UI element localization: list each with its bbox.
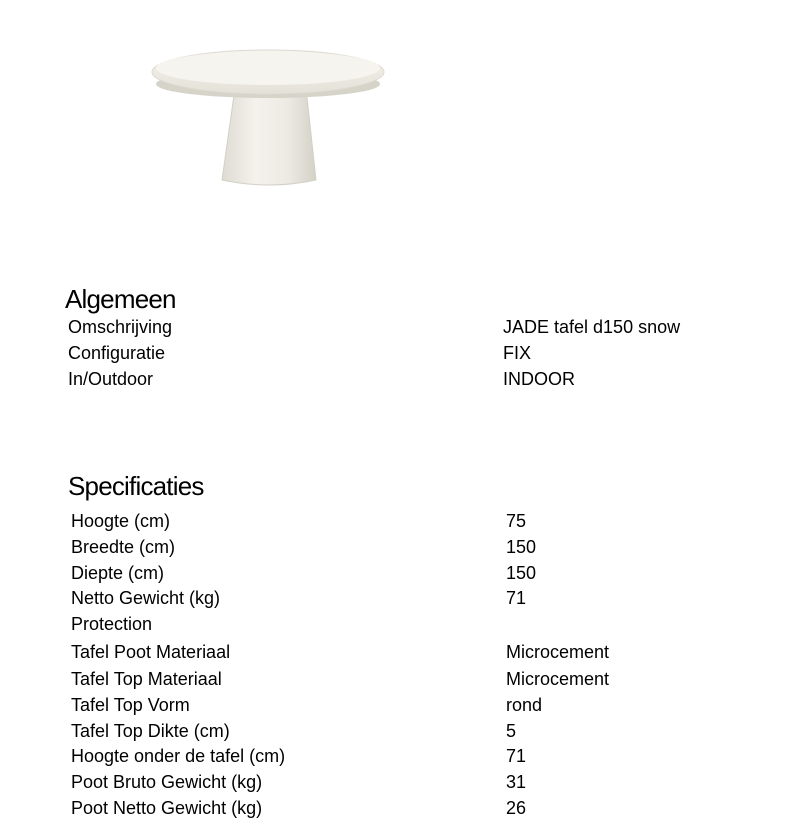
row-value: rond — [506, 694, 543, 715]
table-row — [71, 719, 609, 745]
table-row — [71, 693, 609, 719]
row-label: Omschrijving — [68, 317, 173, 337]
row-value: 5 — [506, 720, 517, 741]
row-label: Tafel Top Vorm — [71, 694, 190, 715]
row-value — [506, 612, 609, 638]
row-label: Hoogte (cm) — [71, 511, 171, 531]
row-value: 26 — [506, 797, 527, 818]
row-value: 71 — [506, 588, 527, 609]
table-row — [71, 561, 609, 587]
row-label: Tafel Top Dikte (cm) — [71, 720, 230, 741]
row-value: 150 — [506, 562, 537, 583]
row-label: Diepte (cm) — [71, 562, 165, 583]
table-row — [71, 612, 609, 638]
table-row — [68, 341, 680, 367]
row-label: Breedte (cm) — [71, 536, 176, 557]
table-row — [71, 796, 609, 822]
row-value: 71 — [506, 746, 527, 767]
general-table — [68, 315, 680, 392]
table-row — [68, 367, 680, 393]
row-value: JADE tafel d150 snow — [503, 317, 681, 337]
table-row — [71, 667, 609, 693]
row-label: In/Outdoor — [68, 368, 154, 389]
section-title-general: Algemeen — [65, 284, 176, 314]
specs-table — [71, 509, 609, 822]
row-label: Tafel Poot Materiaal — [71, 641, 231, 662]
row-label: Poot Netto Gewicht (kg) — [71, 797, 263, 818]
table-row — [71, 535, 609, 561]
row-label: Netto Gewicht (kg) — [71, 588, 221, 609]
table-row — [71, 509, 609, 535]
table-row — [71, 638, 609, 667]
row-label: Protection — [71, 614, 153, 635]
table-row — [71, 770, 609, 796]
row-label: Configuratie — [68, 342, 166, 363]
product-image-round-table — [140, 40, 400, 200]
row-value: Microcement — [506, 668, 610, 689]
row-label: Poot Bruto Gewicht (kg) — [71, 772, 263, 793]
row-label: Tafel Top Materiaal — [71, 668, 222, 689]
row-value: 31 — [506, 772, 527, 793]
table-row — [71, 586, 609, 612]
section-title-specs: Specificaties — [68, 471, 204, 501]
row-value: Microcement — [506, 641, 610, 662]
row-value: INDOOR — [503, 368, 575, 389]
row-value: FIX — [503, 342, 532, 363]
row-value: 75 — [506, 511, 527, 531]
table-row — [71, 744, 609, 770]
row-value: 150 — [506, 536, 537, 557]
table-row — [68, 315, 680, 341]
row-label: Hoogte onder de tafel (cm) — [71, 746, 286, 767]
